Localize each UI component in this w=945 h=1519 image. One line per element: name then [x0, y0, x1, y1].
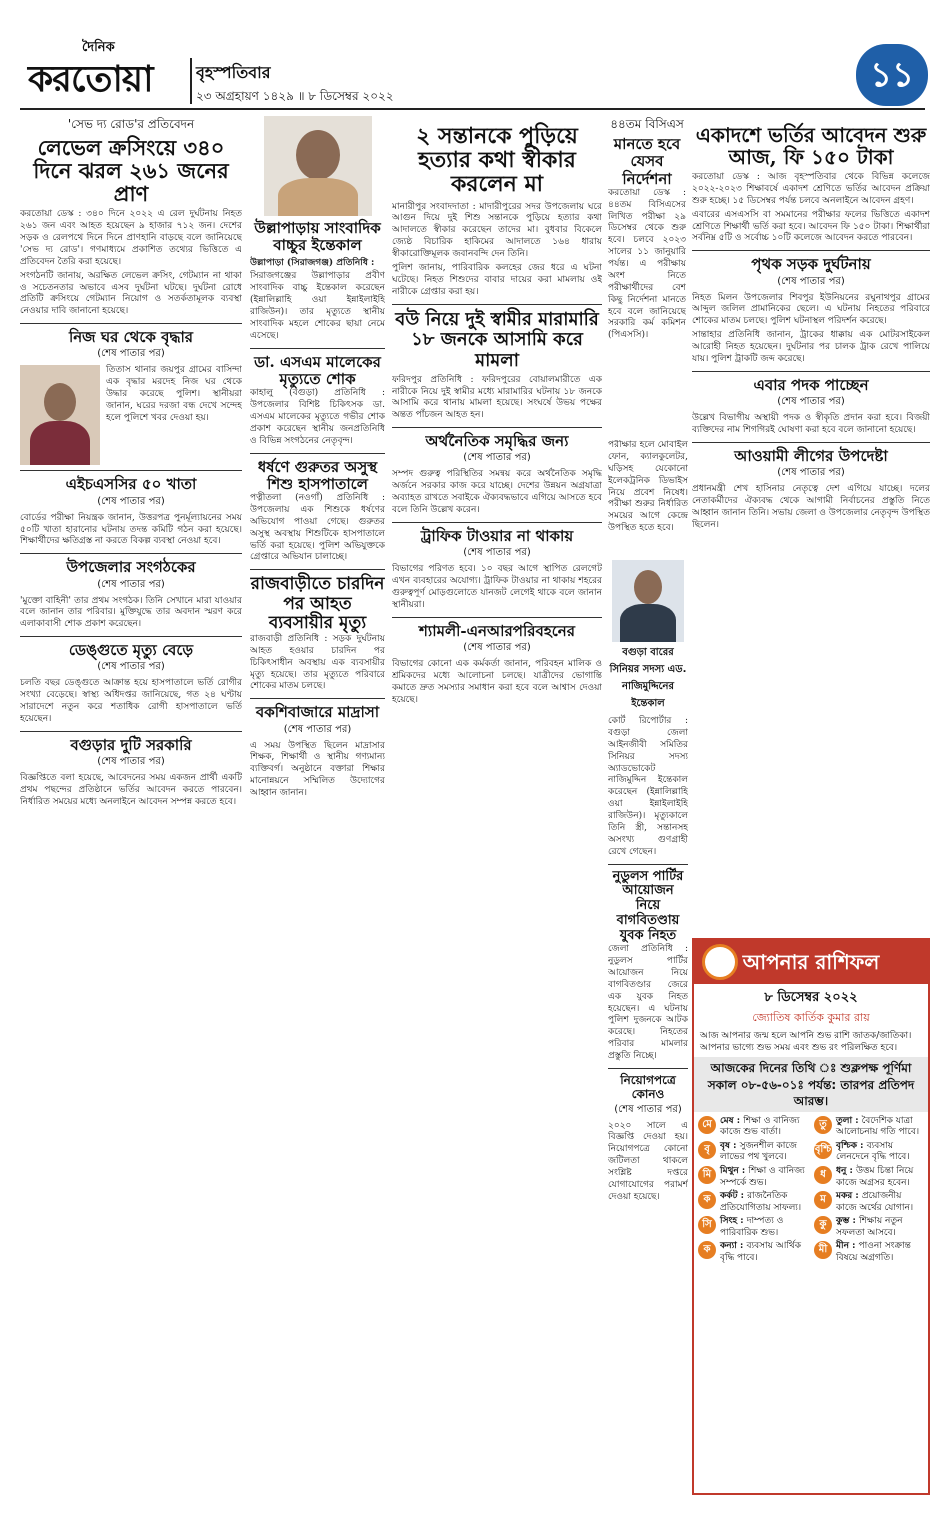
story-continued: (শেষ পাতার পর): [97, 661, 165, 673]
page-number-badge: ১১: [856, 44, 928, 106]
story-body: প্রধানমন্ত্রী শেখ হাসিনার নেতৃত্বে দেশ এগিয়ে যাচ্ছে। দলের নেতাকর্মীদের ঐক্যবদ্ধ থেকে আগামী নির্বাচনের প্রস্তুতি নিতে আহ্বান জানান তিনি। সভায় জেলা ও উপজেলার নেতৃবৃন্দ উপস্থিত ছিলেন।: [692, 484, 930, 530]
story-body: 'মুক্তো বাহিনী' তার প্রথম সংগঠক। তিনি সেখানে মারা যাওয়ার বলে জানান তার পরিবার। মুক্তিযুদ্ধে তার অবদান স্মরণ করে এলাকাবাসী শোক প্রকাশ করেছেন।: [20, 595, 242, 630]
horoscope-author: জ্যোতিষ কার্তিক কুমার রায়: [752, 1011, 870, 1024]
divider: [608, 864, 688, 865]
story-continued: (শেষ পাতার পর): [614, 1103, 682, 1115]
story-body: এ সময় উপস্থিত ছিলেন মাদ্রাসার শিক্ষক, শিক্ষার্থী ও স্থানীয় গণ্যমান্য ব্যক্তিবর্গ। অনুষ্ঠানে বক্তারা শিক্ষার মানোন্নয়নে সম্মিলিত উদ্যোগের আহ্বান জানান।: [250, 740, 385, 799]
lead-headline: ২ সন্তানকে পুড়িয়ে হত্যার কথা স্বীকার করলেন মা: [416, 123, 578, 198]
column-2: [250, 116, 385, 1506]
divider: [20, 731, 242, 732]
story-body: বিজ্ঞপ্তিতে বলা হয়েছে, আবেদনের সময় একজন প্রার্থী একটি প্রথম পছন্দের প্রতিষ্ঠানে ভর্তির আবেদন করতে পারবেন। নির্ধারিত সময়ের মধ্যে অনলাইনে আবেদন সম্পন্ন করতে হবে।: [20, 773, 242, 807]
zodiac-sign-name: মীন :: [836, 1241, 859, 1252]
story-headline: ডেঙ্গুতে মৃত্যু বেড়ে: [68, 641, 194, 660]
story-continued: (শেষ পাতার পর): [777, 467, 845, 478]
story-body: উল্লেখ বিভাগীয় অস্থায়ী পদক ও স্বীকৃতি প্রদান করা হবে। বিজয়ী ব্যক্তিদের নাম শিগগিরই ঘোষণা করা হবে বলে জানানো হয়েছে।: [692, 413, 930, 435]
zodiac-sign-text: মেষ : শিক্ষা ও বানিজ্য কাজে শুভ বার্তা।: [720, 1115, 800, 1138]
divider: [250, 569, 385, 570]
horoscope-tithi: আজকের দিনের তিথি ঃ শুক্লপক্ষ পূর্ণিমা সকাল ০৮-৫৬-০১ঃ পর্যন্ত: তারপর প্রতিপদ আরম্ভ।: [694, 1057, 928, 1112]
story-body: পুলিশ জানায়, পারিবারিক কলহের জের ধরে এ ঘটনা ঘটেছে। নিহত শিশুদের বাবার দায়ের করা মামলায় ওই নারীকে গ্রেপ্তার করা হয়।: [392, 262, 602, 297]
story-headline: নিয়োগপত্রে কোনও: [620, 1072, 676, 1101]
zodiac-sign-item: [698, 1216, 808, 1239]
zodiac-sign-icon: মী: [814, 1241, 832, 1259]
story-body: কোর্ট রিপোর্টার : বগুড়া জেলা আইনজীবী সমিতির সিনিয়র সদস্য অ্যাডভোকেট নাজিমুদ্দিন ইন্তেকাল করেছেন (ইন্নালিল্লাহি ওয়া ইন্নাইলাইহি রাজিউন)। মৃত্যুকালে তিনি স্ত্রী, সন্তানসহ অসংখ্য গুণগ্রাহী রেখে গেছেন।: [608, 716, 688, 857]
masthead-divider: [190, 58, 192, 104]
divider: [692, 371, 930, 372]
zodiac-sign-icon: তু: [814, 1116, 832, 1134]
divider: [20, 553, 242, 554]
divider: [20, 470, 242, 471]
zodiac-sign-text: কর্কট : রাজনৈতিক প্রতিযোগিতায় সাফল্য।: [720, 1191, 802, 1213]
brand-logo: করতোয়া: [28, 58, 153, 100]
zodiac-sign-name: কুম্ভ :: [836, 1216, 860, 1227]
zodiac-sign-name: কন্যা :: [720, 1241, 747, 1252]
story-body: নিহত মিলন উপজেলার শিবপুর ইউনিয়নের রঘুনাথপুর গ্রামের আব্দুল জলিল প্রামানিকের ছেলে। এ ঘটনায় নিহতের পরিবারে শোকের মাতম চলছে। পুলিশ ঘটনাস্থল পরিদর্শন করেছে।: [692, 292, 930, 327]
story-headline: আওয়ামী লীগের উপদেষ্টা: [734, 446, 888, 465]
divider: [250, 453, 385, 454]
story-body: সংগঠনটি জানায়, অরক্ষিত লেভেল ক্রসিং, গেটম্যান না থাকা ও সচেতনতার অভাবে এসব দুর্ঘটনা ঘটছে। দুর্ঘটনা রোধে প্রতিটি ক্রসিংয়ে গেটম্যান নিয়োগ ও সতর্কতামূলক ব্যবস্থা নেওয়ার দাবি জানানো হয়েছে।: [20, 270, 242, 317]
story-headline: ধর্ষণে গুরুতর অসুস্থ শিশু হাসপাতালে: [257, 457, 378, 493]
zodiac-sign-name: কর্কট :: [720, 1191, 748, 1202]
story-headline: শ্যামলী-এনআরপরিবহনের: [419, 621, 575, 640]
brand-small: দৈনিক: [82, 40, 115, 55]
story-headline: একাদশে ভর্তির আবেদন শুরু আজ, ফি ১৫০ টাকা: [695, 123, 927, 169]
zodiac-sign-item: [698, 1191, 808, 1214]
zodiac-sign-icon: ক: [698, 1241, 716, 1259]
zodiac-sign-item: [814, 1241, 924, 1264]
obituary-headline: উল্লাপাড়ায় সাংবাদিক বাচ্চুর ইন্তেকাল: [254, 219, 381, 255]
story-continued: (শেষ পাতার পর): [97, 495, 165, 507]
masthead: [0, 0, 945, 112]
zodiac-sign-text: কুম্ভ : শিক্ষায় নতুন সফলতা আসবে।: [836, 1216, 903, 1238]
divider: [692, 250, 930, 251]
story-body: জেলা প্রতিনিধি : নুডুলস পার্টির আয়োজন নিয়ে বাগবিতণ্ডার জেরে এক যুবক নিহত হয়েছেন। এ ঘটনায় পুলিশ দুজনকে আটক করেছে। নিহতের পরিবার মামলার প্রস্তুতি নিচ্ছে।: [608, 944, 688, 1062]
zodiac-sign-list: [694, 1112, 928, 1268]
zodiac-sign-item: [698, 1116, 808, 1139]
story-body: তিতাস থানার জয়পুর গ্রামের বাসিন্দা এক বৃদ্ধার মরদেহ নিজ ঘর থেকে উদ্ধার করেছে পুলিশ। স্থানীয়রা জানান, ঘরের দরজা বন্ধ দেখে সন্দেহ হলে পুলিশে খবর দেওয়া হয়।: [106, 365, 242, 423]
zodiac-sign-name: বৃশ্চিক :: [836, 1140, 867, 1151]
zodiac-sign-icon: ক: [698, 1191, 716, 1209]
issue-day: বৃহস্পতিবার: [196, 63, 271, 82]
zodiac-sign-name: বৃষ :: [720, 1140, 740, 1151]
story-continued: (শেষ পাতার পর): [777, 275, 845, 287]
zodiac-sign-item: [814, 1141, 924, 1164]
story-body: চলতি বছর ডেঙ্গুতে আক্রান্ত হয়ে হাসপাতালে ভর্তি রোগীর সংখ্যা বেড়েছে। স্বাস্থ্য অধিদপ্তর জানিয়েছে, গত ২৪ ঘণ্টায় সারাদেশে নতুন করে শতাধিক রোগী হাসপাতালে ভর্তি হয়েছেন।: [20, 678, 242, 725]
horoscope-title: আপনার রাশিফল: [742, 950, 880, 974]
zodiac-sign-name: সিংহ :: [720, 1216, 747, 1227]
story-headline: এবার পদক পাচ্ছেন: [753, 375, 869, 394]
zodiac-sign-icon: বৃশ্চি: [814, 1141, 832, 1159]
zodiac-sign-icon: ম: [814, 1191, 832, 1209]
divider: [692, 442, 930, 443]
horoscope-date: ৮ ডিসেম্বর ২০২২: [764, 990, 858, 1005]
story-kicker: ৪৪তম বিসিএস: [610, 117, 684, 131]
divider: [392, 522, 602, 523]
story-body: বিভাগের কোনো এক কর্মকর্তা জানান, পরিবহন মালিক ও শ্রমিকদের মধ্যে আলোচনা চলছে। যাত্রীদের ভোগান্তি কমাতে দ্রুত সমস্যার সমাধান করা হবে বলে আশ্বাস দেওয়া হয়েছে।: [392, 658, 602, 705]
story-headline: নিজ ঘর থেকে বৃদ্ধার: [68, 328, 194, 347]
divider: [20, 323, 242, 324]
zodiac-sign-text: সিংহ : দাম্পত্য ও পারিবারিক শুভ।: [720, 1216, 784, 1238]
story-kicker: 'সেভ দ্য রোড'র প্রতিবেদন: [67, 117, 195, 131]
divider: [392, 304, 602, 305]
story-headline: উপজেলার সংগঠকের: [66, 558, 196, 577]
zodiac-sign-name: মকর :: [836, 1191, 862, 1202]
story-headline: অর্থনৈতিক সমৃদ্ধির জন্য: [425, 432, 569, 451]
zodiac-sign-item: [814, 1166, 924, 1189]
story-body: বিভাগের পরিণত হবে। ১০ বছর আগে স্থাপিত রেলগেট এখন ব্যবহারের অযোগ্য। ট্রাফিক টাওয়ার না থাকায় শহরের গুরুত্বপূর্ণ মোড়গুলোতে যানজট লেগেই থাকে বলে জানান স্থানীয়রা।: [392, 564, 602, 610]
horoscope-intro: আজ আপনার জন্ম হলে আপনি শুভ রাশি জাতক/জাতিকা। আপনার ভাগ্যে শুভ সময় এবং শুভ রং পরিলক্ষিত হবে।: [700, 1031, 912, 1053]
zodiac-wheel-icon: [702, 944, 738, 980]
column-4-obit: [608, 560, 688, 1500]
divider: [392, 427, 602, 428]
zodiac-sign-text: মীন : পাওনা সংক্রান্ত বিষয়ে অগ্রগতি।: [836, 1241, 911, 1263]
dateline: উল্লাপাড়া (সিরাজগঞ্জ) প্রতিনিধি :: [250, 257, 375, 268]
story-body: পরীক্ষার হলে মোবাইল ফোন, ক্যালকুলেটর, ঘড়িসহ যেকোনো ইলেকট্রনিক ডিভাইস নিয়ে প্রবেশ নিষেধ। পরীক্ষা শুরুর নির্ধারিত সময়ের আগে কেন্দ্রে উপস্থিত হতে হবে।: [608, 440, 688, 534]
zodiac-sign-item: [698, 1241, 808, 1264]
column-3: [392, 116, 602, 1506]
story-continued: (শেষ পাতার পর): [463, 641, 531, 653]
zodiac-sign-text: তুলা : বৈদেশিক যাত্রা আলোচনায় গতি পাবে।: [836, 1115, 920, 1138]
divider: [392, 617, 602, 618]
zodiac-sign-text: বৃশ্চিক : ব্যবসায় লেনদেনে বৃদ্ধি পাবে।: [836, 1140, 910, 1163]
story-body: পত্নীতলা (নওগাঁ) প্রতিনিধি : উপজেলায় এক শিশুকে ধর্ষণের অভিযোগ পাওয়া গেছে। গুরুতর অসুস্থ অবস্থায় শিশুটিকে হাসপাতালে ভর্তি করা হয়েছে। পুলিশ অভিযুক্তকে গ্রেপ্তারে অভিযান চালাচ্ছে।: [250, 493, 385, 563]
zodiac-sign-item: [814, 1191, 924, 1214]
zodiac-sign-text: কন্যা : ব্যবসায় আর্থিক বৃদ্ধি পাবে।: [720, 1241, 802, 1263]
story-continued: (শেষ পাতার পর): [463, 452, 531, 464]
story-headline: ট্রাফিক টাওয়ার না থাকায়: [420, 526, 574, 545]
story-continued: (শেষ পাতার পর): [463, 547, 531, 559]
zodiac-sign-item: [698, 1141, 808, 1164]
story-body: বোর্ডের পরীক্ষা নিয়ন্ত্রক জানান, উত্তরপত্র পুনর্মূল্যায়নের সময় ৫০টি খাতা হারানোর ঘটনায় তদন্ত কমিটি গঠন করা হয়েছে। শিক্ষার্থীদের ক্ষতিগ্রস্ত না করতে বিকল্প ব্যবস্থা নেওয়া হবে।: [20, 512, 242, 547]
issue-date: ২৩ অগ্রহায়ণ ১৪২৯ ॥ ৮ ডিসেম্বর ২০২২: [196, 89, 394, 103]
zodiac-sign-icon: সি: [698, 1216, 716, 1234]
divider: [250, 348, 385, 349]
story-body: করতোয়া ডেস্ক : ৪৪তম বিসিএসের লিখিত পরীক্ষা ২৯ ডিসেম্বর থেকে শুরু হবে। চলবে ২০২৩ সালের ১১ জানুয়ারি পর্যন্ত। এ পরীক্ষায় অংশ নিতে পরীক্ষার্থীদের বেশ কিছু নির্দেশনা মানতে হবে বলে জানিয়েছে সরকারি কর্ম কমিশন (পিএসসি)।: [608, 187, 686, 341]
zodiac-sign-item: [814, 1216, 924, 1239]
zodiac-sign-item: [698, 1166, 808, 1189]
story-headline: রাজবাড়ীতে চারদিন পর আহত ব্যবসায়ীর মৃত্যু: [250, 574, 385, 634]
zodiac-sign-item: [814, 1116, 924, 1139]
story-body: মানারীপুর সংবাদদাতা : মাদারীপুরের সদর উপজেলায় ঘরে আগুন দিয়ে দুই শিশু সন্তানকে পুড়িয়ে হত্যার কথা আদালতে স্বীকার করেছেন তাদের মা। বুধবার বিকেলে জ্যেষ্ঠ বিচারিক হাকিমের আদালতে ১৬৪ ধারায় স্বীকারোক্তিমূলক জবানবন্দি দেন তিনি।: [392, 201, 602, 260]
story-body: রাজবাড়ী প্রতিনিধি : সড়ক দুর্ঘটনায় আহত হওয়ার চারদিন পর চিকিৎসাধীন অবস্থায় এক ব্যবসায়ীর মৃত্যু হয়েছে। তার মৃত্যুতে পরিবারে শোকের মাতম চলছে।: [250, 633, 385, 692]
story-headline: এইচএসসির ৫০ খাতা: [65, 475, 197, 494]
zodiac-sign-text: বৃষ : সুজনশীল কাজে লাভের পথ খুলবে।: [720, 1140, 797, 1163]
obituary-photo: [612, 560, 684, 642]
story-body: কাহালু (বগুড়া) প্রতিনিধি : উপজেলার বিশিষ্ট চিকিৎসক ডা. এসএম মালেকের মৃত্যুতে গভীর শোক প্রকাশ করেছেন স্থানীয় জনপ্রতিনিধি ও বিভিন্ন সংগঠনের নেতৃবৃন্দ।: [250, 388, 385, 446]
divider: [608, 1068, 688, 1069]
zodiac-sign-icon: মি: [698, 1166, 716, 1184]
story-body: সান্তাহার প্রতিনিধি জানান, ট্রাকের ধাক্কায় এক মোটরসাইকেল আরোহী নিহত হয়েছেন। দুর্ঘটনার পর চালক ট্রাক রেখে পালিয়ে যায়। পুলিশ ট্রাকটি জব্দ করেছে।: [692, 330, 930, 364]
story-headline: মানতে হবে যেসব নির্দেশনা: [613, 135, 681, 188]
zodiac-sign-icon: মে: [698, 1116, 716, 1134]
zodiac-sign-name: ধনু :: [836, 1166, 857, 1176]
zodiac-sign-icon: বৃ: [698, 1141, 716, 1159]
zodiac-sign-icon: কু: [814, 1216, 832, 1234]
zodiac-sign-name: মিথুন :: [720, 1166, 749, 1176]
story-continued: (শেষ পাতার পর): [97, 756, 165, 768]
zodiac-sign-text: মকর : প্রয়োজনীয় কাজে অর্থের যোগান।: [836, 1191, 914, 1213]
divider: [250, 698, 385, 699]
story-continued: (শেষ পাতার পর): [283, 723, 352, 735]
story-body: সম্পদ গুরুত্ব পরিস্থিতির সমন্বয় করে অর্থনৈতিক সমৃদ্ধি অর্জনে সরকার কাজ করে যাচ্ছে। দেশের উন্নয়ন অগ্রযাত্রা অব্যাহত রাখতে সবাইকে ঐক্যবদ্ধভাবে এগিয়ে আসতে হবে বলে তিনি উল্লেখ করেন।: [392, 469, 602, 515]
story-body: এবারের এসএসসি বা সমমানের পরীক্ষার ফলের ভিত্তিতে একাদশ শ্রেণিতে শিক্ষার্থী ভর্তি করা হবে। আবেদন ফি ১৫০ টাকা। শিক্ষার্থীরা সর্বনিম্ন ৫টি ও সর্বোচ্চ ১০টি কলেজে আবেদন করতে পারবেন।: [692, 209, 930, 244]
story-headline: বগুড়ার দুটি সরকারি: [70, 735, 192, 754]
story-body: করতোয়া ডেস্ক : আজ বৃহস্পতিবার থেকে বিভিন্ন কলেজে ২০২২-২০২৩ শিক্ষাবর্ষে একাদশ শ্রেণিতে ভর্তির আবেদন প্রক্রিয়া শুরু হচ্ছে। ১৫ ডিসেম্বর পর্যন্ত চলবে অনলাইনে আবেদন গ্রহণ।: [692, 172, 930, 206]
story-continued: (শেষ পাতার পর): [97, 348, 165, 360]
column-1: [20, 116, 242, 1506]
story-body: করতোয়া ডেস্ক : ৩৪০ দিনে ২০২২ এ রেল দুর্ঘটনায় নিহত ২৬১ জন এবং আহত হয়েছেন ৯ হাজার ৭১২ জন। দেশের সড়ক ও রেলপথে দিনে দিনে প্রাণহানি বাড়ছে বলে জানিয়েছে 'সেভ দ্য রোড'। গণমাধ্যমে প্রকাশিত তথ্যের ভিত্তিতে এ প্রতিবেদন তৈরি করা হয়েছে।: [20, 209, 242, 267]
masthead-rule: [20, 108, 925, 110]
zodiac-sign-text: ধনু : উত্তম চিন্তা নিয়ে কাজে অগ্রসর হবেন।: [836, 1166, 914, 1188]
divider: [20, 636, 242, 637]
story-headline: ডা. এসএম মালেকের মৃত্যুতে শোক: [254, 352, 381, 388]
zodiac-sign-name: মেষ :: [720, 1115, 744, 1126]
zodiac-sign-name: তুলা :: [836, 1115, 862, 1126]
story-headline: বউ নিয়ে দুই স্বামীর মারামারি ১৮ জনকে আসামি করে মামলা: [395, 308, 599, 371]
zodiac-sign-icon: ধ: [814, 1166, 832, 1184]
column-5: [692, 116, 930, 934]
story-headline: পৃথক সড়ক দুর্ঘটনায়: [751, 255, 871, 274]
story-headline: নুডুলস পার্টির আয়োজন নিয়ে বাগবিতণ্ডায় যুবক নিহত: [612, 868, 684, 944]
story-continued: (শেষ পাতার পর): [777, 396, 845, 407]
horoscope-box: [692, 938, 930, 1495]
story-photo: [20, 365, 100, 465]
story-body: ফরিদপুর প্রতিনিধি : ফরিদপুরের বোয়ালমারীতে এক নারীকে নিয়ে দুই স্বামীর মধ্যে মারামারির ঘটনায় ১৮ জনকে আসামি করে থানায় মামলা হয়েছে। সংঘর্ষে উভয় পক্ষের অন্তত পাঁচজন আহত হন।: [392, 374, 602, 421]
story-headline: বকশিবাজারে মাদ্রাসা: [255, 703, 380, 722]
horoscope-header: [694, 940, 928, 984]
story-body: সিরাজগঞ্জের উল্লাপাড়ার প্রবীণ সাংবাদিক বাচ্চু ইন্তেকাল করেছেন (ইন্নালিল্লাহি ওয়া ইন্নাইলাইহি রাজিউন)। তার মৃত্যুতে স্থানীয় সাংবাদিক মহলে শোকের ছায়া নেমে এসেছে।: [250, 271, 385, 341]
story-headline: লেভেল ক্রসিংয়ে ৩৪০ দিনে ঝরল ২৬১ জনের প্রাণ: [33, 135, 229, 207]
zodiac-sign-text: মিথুন : শিক্ষা ও বানিজ্য সম্পর্কে শুভ।: [720, 1166, 805, 1188]
story-continued: (শেষ পাতার পর): [97, 578, 165, 590]
obituary-headline: বগুড়া বারের সিনিয়র সদস্য এড. নাজিমুদ্দিনের ইন্তেকাল: [609, 647, 687, 709]
story-body: ২০২০ সালে এ বিজ্ঞপ্তি দেওয়া হয়। নিয়োগপত্রে কোনো জটিলতা থাকলে সংশ্লিষ্ট দপ্তরে যোগাযোগের পরামর্শ দেওয়া হয়েছে।: [608, 1120, 688, 1202]
obituary-photo: [264, 116, 372, 216]
